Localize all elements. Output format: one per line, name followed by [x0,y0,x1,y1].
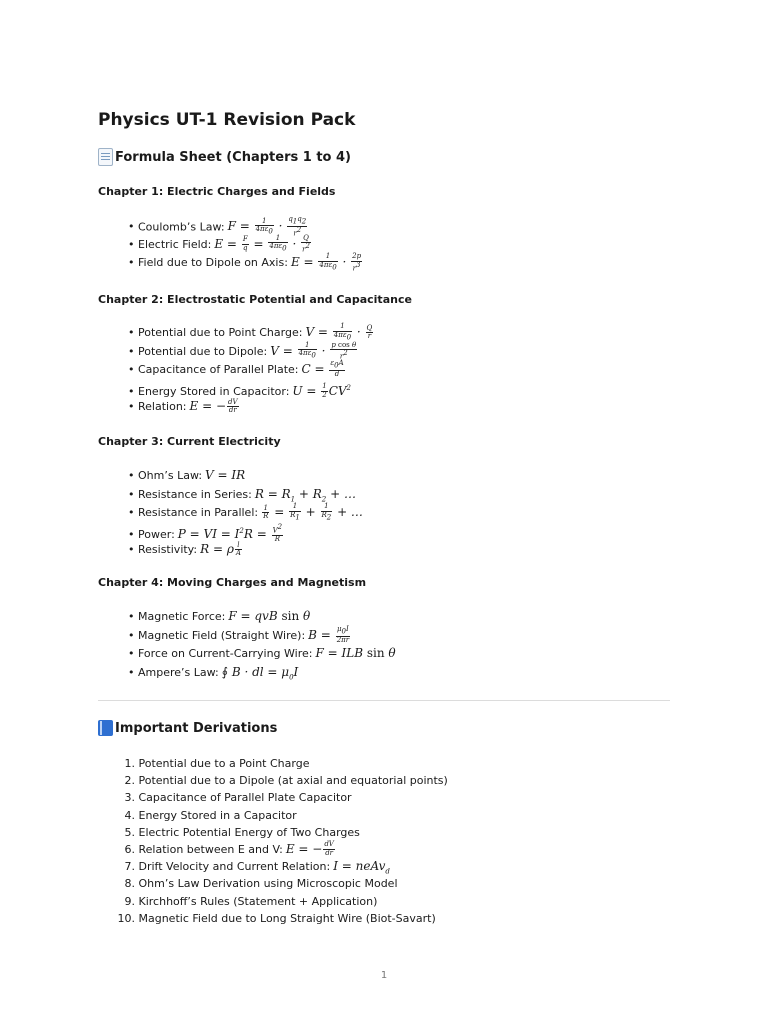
list-item: 7. Drift Velocity and Current Relation: I = neAv$_d$ [124,859,390,876]
chapter-2-formula-list [128,323,374,416]
formula-item: • Electric Field: E = $\frac{F}{q}$ = $\frac{1}{4\pi\varepsilon_0}$ · $\frac{Q}{r^2}$ [128,235,363,254]
chapter-3-heading: Chapter 3: Current Electricity [98,435,281,448]
formula-item: • Ampere’s Law: ∮ B · dl = $\mu_0I$ [128,663,396,682]
formula-sheet-heading [98,148,351,166]
chapter-1-heading: Chapter 1: Electric Charges and Fields [98,185,336,198]
formula-item: • Energy Stored in Capacitor: U = $\frac{1}{2}$ $CV^2$ [128,379,374,398]
formula-item: • Ohm’s Law: V = IR [128,466,363,485]
formula-item: • Coulomb’s Law: F = $\frac{1}{4\pi\varepsilon_0}$ · $\frac{q_1q_2}{r^2}$ [128,216,363,235]
list-item: 5. Electric Potential Energy of Two Charges [124,825,360,839]
formula-item: • Magnetic Force: F = qvB sin θ [128,607,396,626]
list-item: 9. Kirchhoff’s Rules (Statement + Application) [124,894,378,908]
derivations-list [98,755,448,927]
page-number: 1 [380,970,388,981]
chapter-2-heading: Chapter 2: Electrostatic Potential and Capacitance [98,293,412,306]
list-item: 10. Magnetic Field due to Long Straight Wire (Biot-Savart) [117,911,436,925]
formula-item: • Resistivity: R = ρ $\frac{l}{A}$ [128,540,363,559]
formula-item: • Power: P = VI = $I^2R$ = $\frac{V^2}{R}$ [128,522,363,541]
derivations-heading-text: Important Derivations [115,720,278,736]
formula-item: • Field due to Dipole on Axis: E = $\frac{1}{4\pi\varepsilon_0}$ · $\frac{2p}{r^3}$ [128,253,363,272]
list-item: 3. Capacitance of Parallel Plate Capacitor [124,791,352,805]
formula-item: • Capacitance of Parallel Plate: C = $\frac{\varepsilon_0A}{d}$ [128,360,374,379]
chapter-3-formula-list [128,466,363,559]
formula-item: • Potential due to Dipole: V = $\frac{1}{4\pi\varepsilon_0}$ · $\frac{\text{p cos θ}}{r^2}$ [128,342,374,361]
chapter-4-formula-list [128,607,396,681]
list-item: 4. Energy Stored in a Capacitor [124,808,297,822]
section-divider [98,700,670,701]
list-item: 2. Potential due to a Dipole (at axial and equatorial points) [124,774,448,788]
derivations-heading [98,720,277,736]
list-item: 6. Relation between E and V: E = − $\frac{dV}{dr}$ [124,840,334,857]
formula-item: • Resistance in Series: $R = R_1 + R_2$ + … [128,485,363,504]
formula-item: • Resistance in Parallel: $\frac{1}{R}$ = $\frac{1}{R_1}$ + $\frac{1}{R_2}$ + … [128,503,363,522]
page-title: Physics UT-1 Revision Pack [98,110,356,130]
formula-item: • Potential due to Point Charge: V = $\frac{1}{4\pi\varepsilon_0}$ · $\frac{Q}{r}$ [128,323,374,342]
formula-item: • Magnetic Field (Straight Wire): B = $\frac{\mu_0I}{2\pi r}$ [128,626,396,645]
chapter-4-heading: Chapter 4: Moving Charges and Magnetism [98,576,367,589]
blue-book-icon [98,720,113,736]
chapter-1-formula-list [128,216,363,272]
formula-item: • Force on Current-Carrying Wire: F = ILB sin θ [128,644,396,663]
list-item: 1. Potential due to a Point Charge [124,757,310,770]
formula-sheet-heading-text: Formula Sheet (Chapters 1 to 4) [115,149,351,165]
page-facing-up-icon [98,148,113,166]
formula-item: • Relation: E = − $\frac{dV}{dr}$ [128,397,374,416]
list-item: 8. Ohm’s Law Derivation using Microscopic Model [124,877,398,891]
